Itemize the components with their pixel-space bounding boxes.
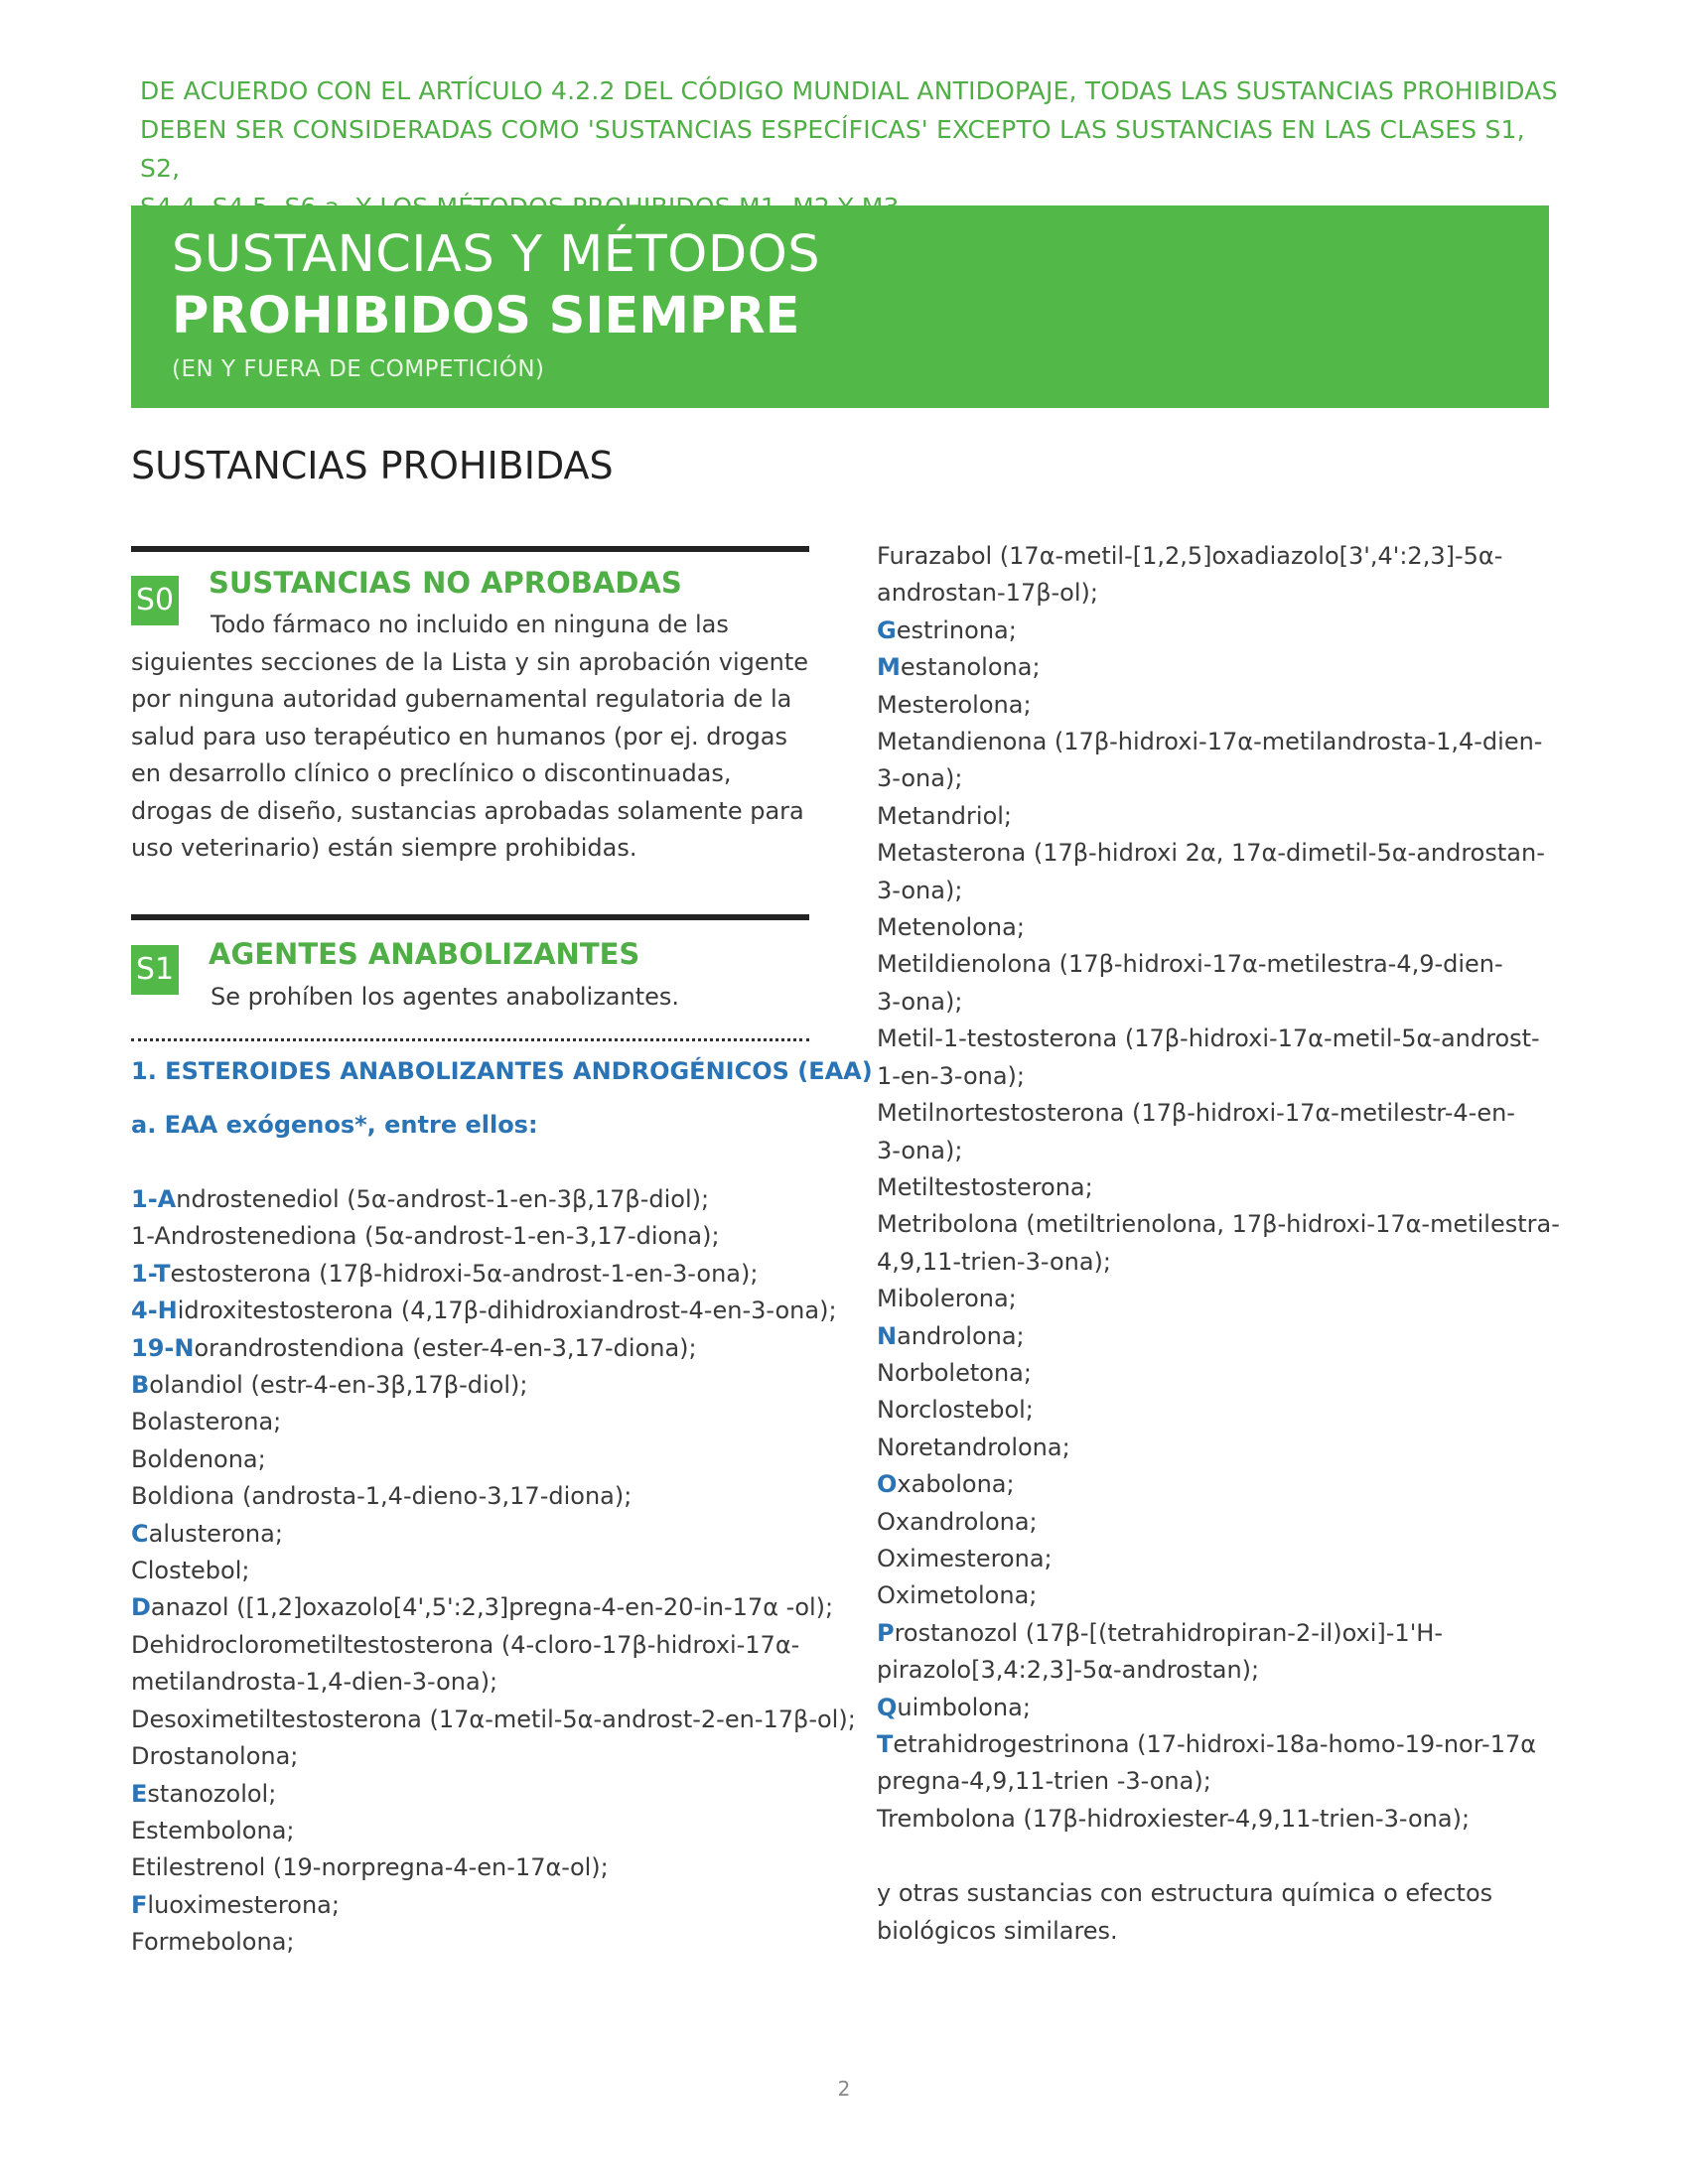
substance-text: androstan-17β-ol); [877, 579, 1098, 608]
page-number: 2 [837, 2077, 851, 2101]
substance-text: olandiol (estr-4-en-3β,17β-diol); [149, 1371, 528, 1400]
substance-text: Oximesterona; [877, 1544, 1053, 1572]
substance-text: stanozolol; [147, 1779, 277, 1808]
substance-text: Clostebol; [131, 1557, 250, 1585]
substance-text: Bolasterona; [131, 1408, 282, 1436]
substance-item [877, 724, 1562, 760]
substance-item [131, 1627, 826, 1664]
alpha-index-letter: 19-N [131, 1333, 195, 1362]
substance-item [131, 1181, 826, 1218]
substance-item [877, 1577, 1562, 1614]
substance-item [877, 649, 1562, 686]
substance-text: 3-ona); [877, 1136, 963, 1164]
alpha-index-letter: O [877, 1470, 898, 1499]
substance-item [877, 1504, 1562, 1541]
substance-item [877, 873, 1562, 909]
s0-title: SUSTANCIAS NO APROBADAS [209, 566, 682, 600]
substance-item [877, 1206, 1562, 1243]
substance-item [877, 946, 1562, 983]
substance-text: Metilnortestosterona (17β-hidroxi-17α-metilestr-4-en- [877, 1099, 1515, 1128]
substance-text: Boldenona; [131, 1444, 266, 1473]
substance-text: Metandienona (17β-hidroxi-17α-metilandrosta-1,4-dien- [877, 728, 1543, 756]
substance-item [877, 1392, 1562, 1429]
alpha-index-letter: Q [877, 1693, 898, 1721]
alpha-index-letter: 1-A [131, 1185, 177, 1213]
alpha-index-letter: N [877, 1321, 898, 1350]
alpha-index-letter: F [131, 1890, 148, 1919]
substance-list-left [131, 1181, 856, 1962]
substance-text: estrinona; [896, 615, 1017, 644]
substance-item [877, 1801, 1562, 1838]
s1-description: Se prohíben los agentes anabolizantes. [211, 983, 680, 1011]
alpha-index-letter: 4-H [131, 1297, 178, 1325]
alpha-index-letter: M [877, 653, 901, 682]
alpha-index-letter: C [131, 1519, 149, 1548]
substance-list-right [877, 538, 1562, 1838]
substance-text: estosterona (17β-hidroxi-5α-androst-1-en-3-ona); [170, 1259, 759, 1288]
substance-item [131, 1589, 834, 1626]
substance-text: Trembolona (17β-hidroxiester-4,9,11-trien-3-ona); [877, 1804, 1471, 1833]
substance-text: anazol ([1,2]oxazolo[4',5':2,3]pregna-4-en-20-in-17α -ol); [150, 1593, 834, 1622]
substance-item [877, 1615, 1562, 1652]
substance-item [877, 1095, 1562, 1132]
substance-text: ndrostenediol (5α-androst-1-en-3β,17β-diol); [176, 1185, 710, 1213]
substance-text: Oxandrolona; [877, 1507, 1038, 1536]
section-divider [131, 914, 809, 920]
alpha-index-letter: T [877, 1730, 894, 1758]
substance-text: alusterona; [148, 1519, 283, 1548]
substance-item [131, 1516, 826, 1553]
substance-text: Norboletona; [877, 1358, 1032, 1387]
s1-title: AGENTES ANABOLIZANTES [209, 937, 640, 971]
substance-text: luoximesterona; [147, 1890, 340, 1919]
substance-text: Metenolona; [877, 913, 1025, 942]
substance-item [877, 1466, 1562, 1503]
substance-text: etrahidrogestrinona (17-hidroxi-18a-homo-19-nor-17α [893, 1730, 1537, 1758]
substance-text: Metil-1-testosterona (17β-hidroxi-17α-metil-5α-androst- [877, 1024, 1540, 1053]
substance-item [877, 798, 1562, 835]
alpha-index-letter: 1-T [131, 1259, 171, 1288]
substance-text: 1-en-3-ona); [877, 1061, 1025, 1090]
banner-subtitle: (EN Y FUERA DE COMPETICIÓN) [172, 356, 545, 382]
substance-item [131, 1478, 826, 1515]
s0-description: Todo fármaco no incluido en ninguna de las siguientes secciones de la Lista y sin aprobación vigente por ninguna autoridad gubernamental regulatoria de la salud para uso terapéutico en humanos (por ej. drogas en desarrollo clínico o preclínico o discontinuadas, drogas de diseño, sustancias aprobadas solamente para uso veterinario) están siempre prohibidas. [131, 611, 809, 862]
substance-item [131, 1924, 826, 1961]
substance-item [877, 687, 1562, 724]
substance-item [877, 575, 1562, 612]
banner-title-line1: SUSTANCIAS Y MÉTODOS [172, 225, 821, 284]
substance-text: Desoximetiltestosterona (17α-metil-5α-androst-2-en-17β-ol); [131, 1705, 856, 1733]
substance-item [131, 1887, 826, 1924]
dotted-divider [131, 1038, 809, 1041]
substance-text: Etilestrenol (19-norpregna-4-en-17α-ol); [131, 1853, 609, 1882]
substance-text: Norclostebol; [877, 1396, 1034, 1425]
substance-item [131, 1738, 826, 1775]
alpha-index-letter: B [131, 1371, 150, 1400]
substance-item [131, 1404, 826, 1440]
substance-item [131, 1813, 826, 1849]
subsection-heading: 1. ESTEROIDES ANABOLIZANTES ANDROGÉNICOS (EAA) [131, 1057, 873, 1085]
substance-text: metilandrosta-1,4-dien-3-ona); [131, 1668, 498, 1697]
substance-item [131, 1367, 826, 1404]
substance-text: Metribolona (metiltrienolona, 17β-hidroxi-17α-metilestra- [877, 1210, 1560, 1239]
substance-item [877, 1318, 1562, 1355]
substance-item [131, 1776, 826, 1813]
substance-text: orandrostendiona (ester-4-en-3,17-diona); [194, 1333, 697, 1362]
intro-paragraph [140, 71, 1560, 226]
substance-item [877, 1355, 1562, 1392]
substance-text: estanolona; [900, 653, 1041, 682]
substance-item [877, 1021, 1562, 1057]
substance-text: Mibolerona; [877, 1285, 1017, 1313]
substance-text: pregna-4,9,11-trien -3-ona); [877, 1767, 1211, 1796]
substance-text: Noretandrolona; [877, 1433, 1070, 1461]
substance-item [877, 1763, 1562, 1800]
substance-item [877, 1690, 1562, 1726]
substance-text: 3-ona); [877, 764, 963, 793]
substance-text: Boldiona (androsta-1,4-dieno-3,17-diona); [131, 1482, 633, 1511]
substance-item [131, 1293, 837, 1329]
substance-text: Metasterona (17β-hidroxi 2α, 17α-dimetil-5α-androstan- [877, 839, 1545, 868]
section-divider [131, 546, 809, 552]
substance-item [877, 1244, 1562, 1281]
substance-text: Formebolona; [131, 1928, 295, 1957]
substance-item [877, 1058, 1562, 1095]
s0-badge: S0 [131, 576, 179, 625]
substance-text: rostanozol (17β-[(tetrahidropiran-2-il)oxi]-1'H- [894, 1618, 1444, 1647]
substance-text: 4,9,11-trien-3-ona); [877, 1247, 1112, 1276]
substance-text: 3-ona); [877, 876, 963, 904]
substance-text: Drostanolona; [131, 1742, 299, 1771]
alpha-index-letter: P [877, 1618, 895, 1647]
alpha-index-letter: G [877, 615, 897, 644]
intro-line: DE ACUERDO CON EL ARTÍCULO 4.2.2 DEL CÓDIGO MUNDIAL ANTIDOPAJE, TODAS LAS SUSTANCIAS PROHIBIDAS [140, 76, 1558, 105]
intro-line: DEBEN SER CONSIDERADAS COMO 'SUSTANCIAS ESPECÍFICAS' EXCEPTO LAS SUSTANCIAS EN LAS CLASES S1, S2, [140, 115, 1525, 183]
substance-item [131, 1553, 826, 1589]
substance-item [131, 1441, 826, 1478]
substance-item [131, 1330, 826, 1367]
substance-text: uimbolona; [897, 1693, 1031, 1721]
substance-item [131, 1664, 826, 1701]
substance-text: Dehidroclorometiltestosterona (4-cloro-17β-hidroxi-17α- [131, 1630, 800, 1659]
substance-item [877, 1652, 1562, 1689]
substance-item [877, 1133, 1562, 1169]
substance-text: Metandriol; [877, 801, 1013, 830]
substance-text: Estembolona; [131, 1816, 295, 1844]
alpha-index-letter: D [131, 1593, 151, 1622]
alpha-index-letter: E [131, 1779, 148, 1808]
substance-text: Metildienolona (17β-hidroxi-17α-metilestra-4,9-dien- [877, 950, 1503, 979]
substance-text: 3-ona); [877, 987, 963, 1016]
page-title: SUSTANCIAS PROHIBIDAS [131, 444, 614, 487]
substance-text: Mesterolona; [877, 690, 1032, 719]
substance-item [877, 760, 1562, 797]
substance-item [877, 1281, 1562, 1317]
substance-item [131, 1218, 826, 1255]
substance-text: 1-Androstenediona (5α-androst-1-en-3,17-diona); [131, 1222, 720, 1251]
closing-note: y otras sustancias con estructura química o efectos biológicos similares. [877, 1879, 1493, 1945]
substance-item [877, 909, 1562, 946]
substance-item [877, 613, 1562, 649]
substance-item [131, 1702, 856, 1738]
substance-text: Metiltestosterona; [877, 1172, 1093, 1201]
s1-badge: S1 [131, 945, 179, 995]
substance-text: pirazolo[3,4:2,3]-5α-androstan); [877, 1656, 1260, 1685]
substance-item [877, 538, 1562, 575]
substance-item [131, 1256, 826, 1293]
category-banner [131, 205, 1549, 408]
substance-item [877, 1541, 1562, 1577]
substance-text: androlona; [897, 1321, 1025, 1350]
substance-item [131, 1849, 826, 1886]
subsection-subheading: a. EAA exógenos*, entre ellos: [131, 1111, 538, 1139]
substance-item [877, 835, 1562, 872]
substance-text: Furazabol (17α-metil-[1,2,5]oxadiazolo[3',4':2,3]-5α- [877, 542, 1503, 570]
substance-item [877, 1430, 1562, 1466]
substance-item [877, 1726, 1562, 1763]
banner-title-line2: PROHIBIDOS SIEMPRE [172, 287, 800, 345]
substance-text: Oximetolona; [877, 1581, 1038, 1610]
substance-text: xabolona; [897, 1470, 1015, 1499]
substance-text: idroxitestosterona (4,17β-dihidroxiandrost-4-en-3-ona); [177, 1297, 837, 1325]
substance-item [877, 984, 1562, 1021]
substance-item [877, 1169, 1562, 1206]
